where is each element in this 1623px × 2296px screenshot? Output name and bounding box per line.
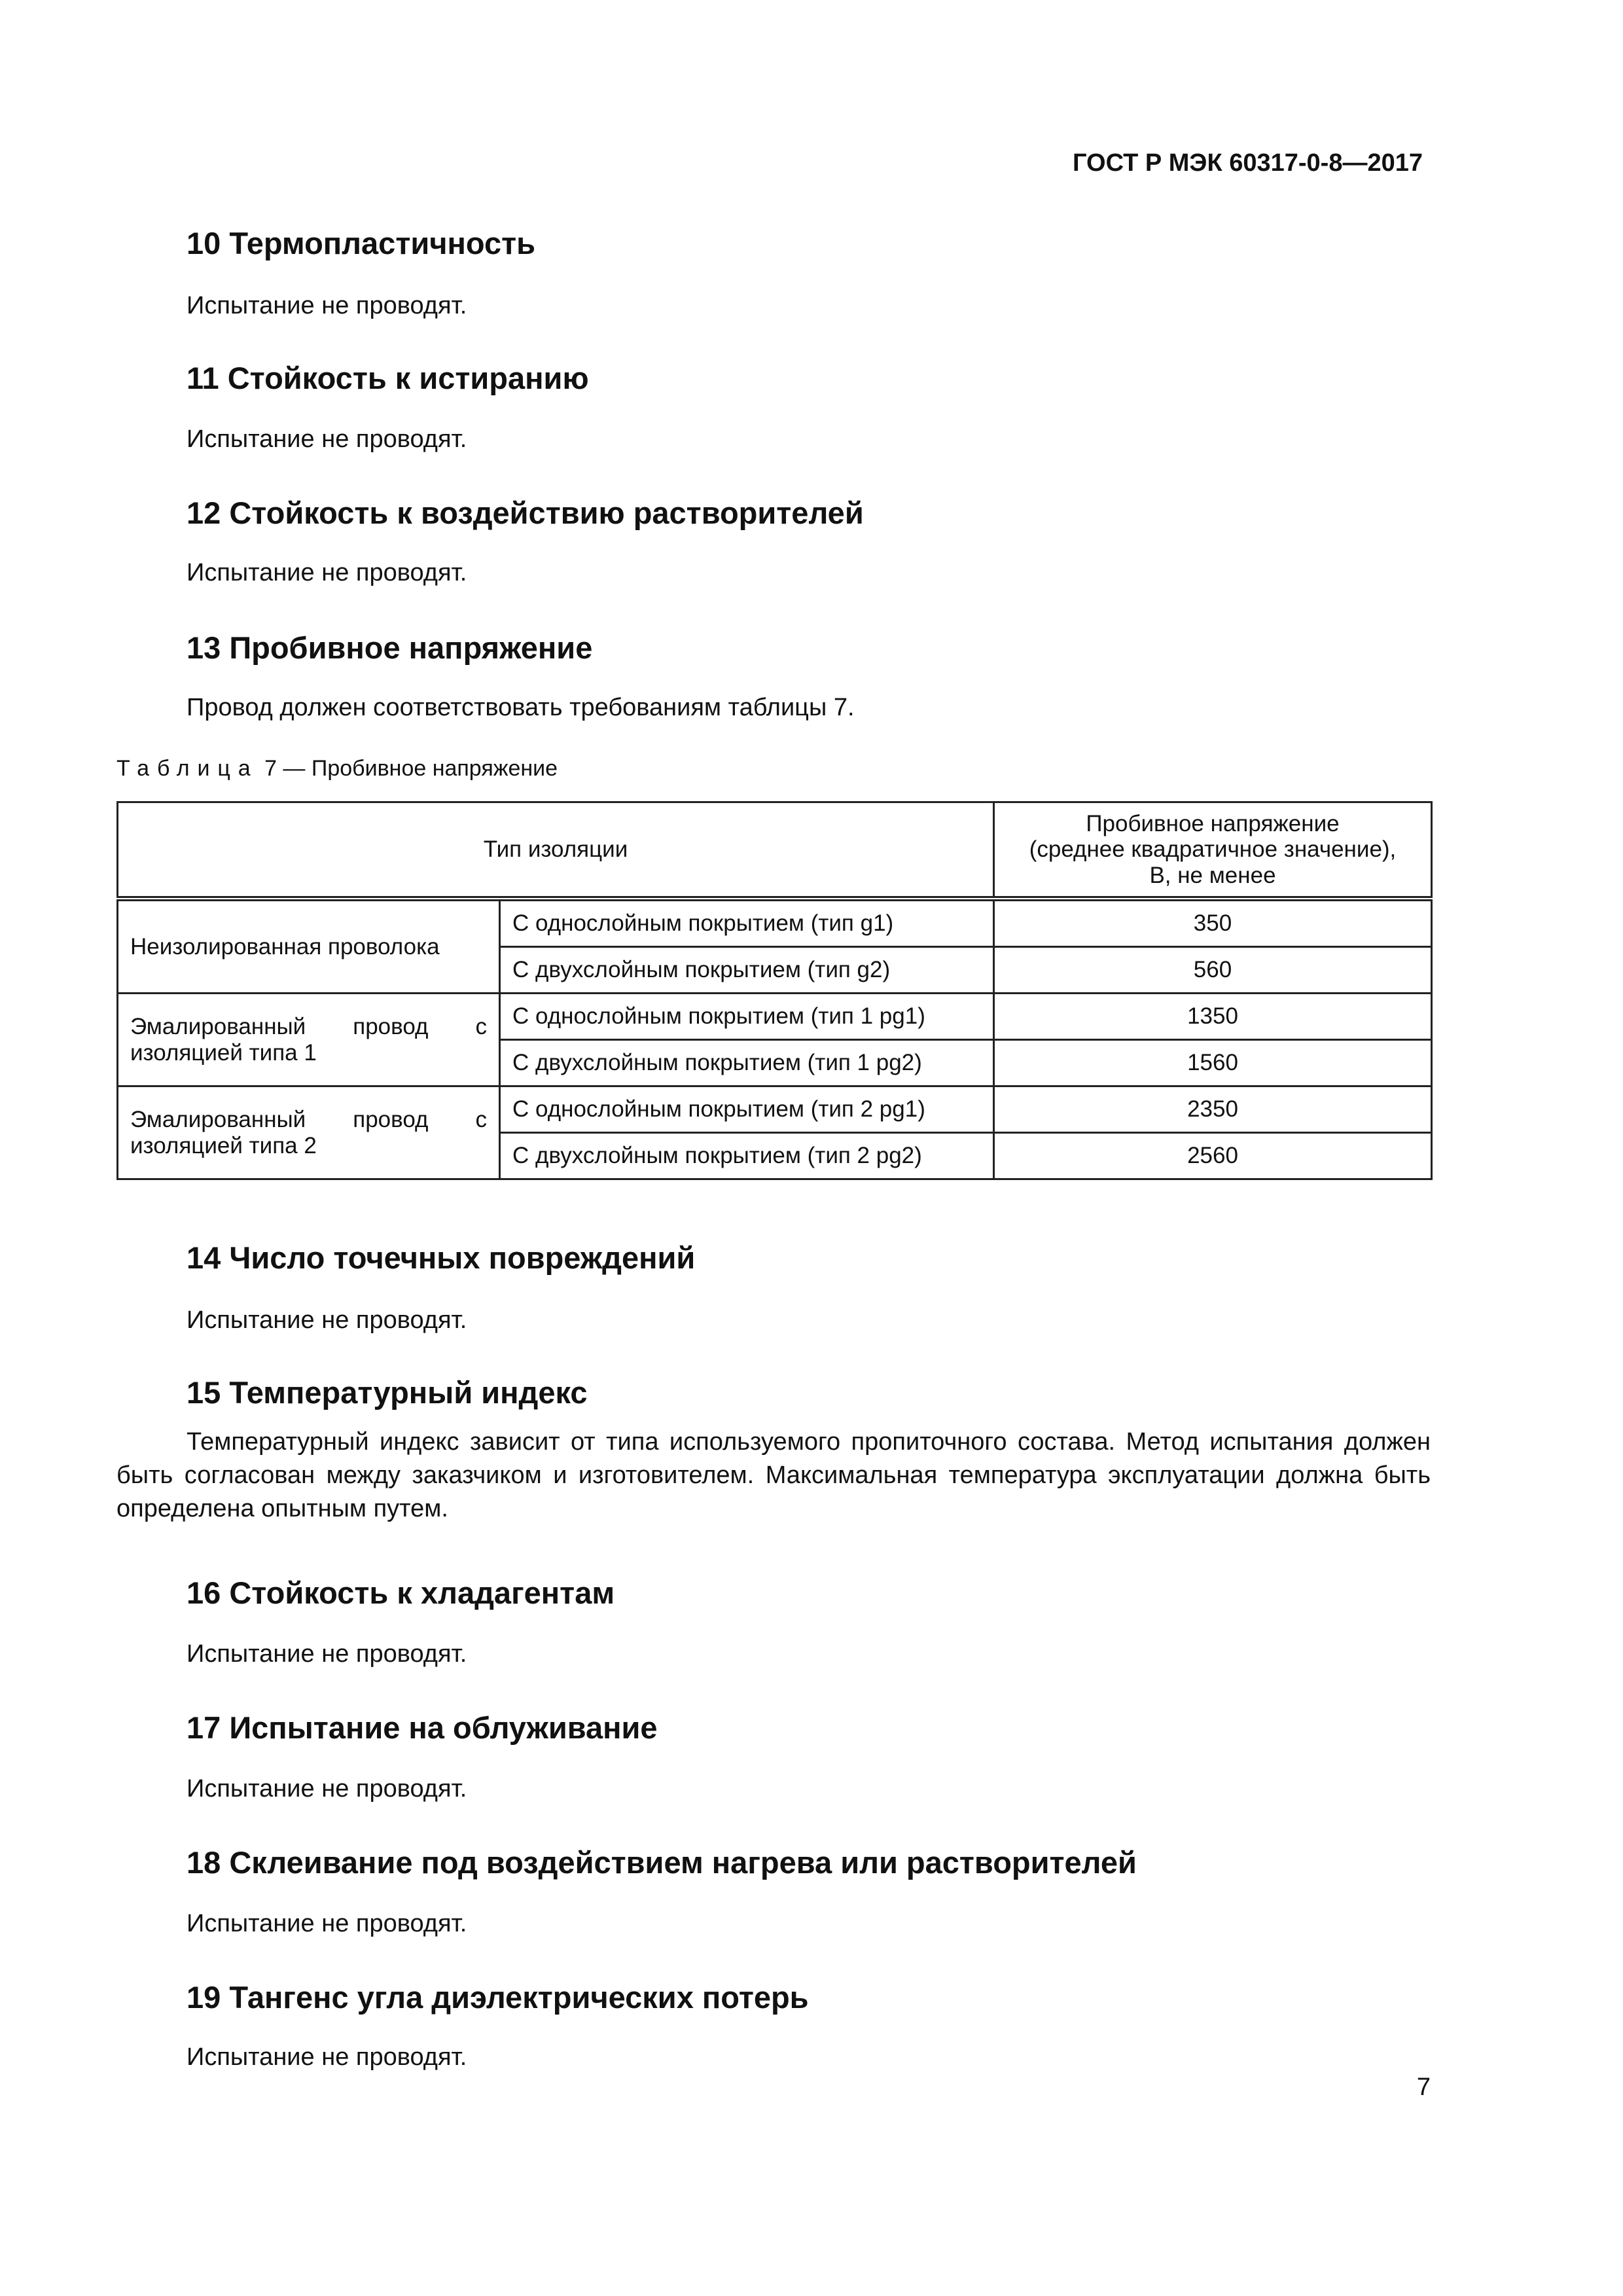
table-row — [118, 994, 1432, 1040]
table-caption-title: 7 — Пробивное напряжение — [264, 756, 558, 781]
group-name-cell: Неизолированная проволока — [118, 899, 500, 994]
voltage-cell: 1350 — [994, 994, 1432, 1040]
section-heading-10: 10 Термопластичность — [187, 226, 536, 260]
coating-cell: С двухслойным покрытием (тип 1 pg2) — [500, 1040, 994, 1086]
coating-cell: С однослойным покрытием (тип 2 pg1) — [500, 1086, 994, 1133]
table-caption-word: Таблица — [116, 756, 259, 781]
group-name-cell: Эмалированный провод с изоляцией типа 2 — [118, 1086, 500, 1179]
header-voltage-line-1: Пробивное напряжение — [1086, 811, 1340, 837]
table-caption — [116, 756, 558, 781]
section-heading-18: 18 Склеивание под воздействием нагрева или растворителей — [187, 1845, 1137, 1880]
section-heading-11: 11 Стойкость к истиранию — [187, 361, 589, 395]
section-text-18: Испытание не проводят. — [187, 1910, 467, 1937]
voltage-cell: 350 — [994, 899, 1432, 947]
section-text-17: Испытание не проводят. — [187, 1775, 467, 1803]
section-text-13: Провод должен соответствовать требованиям таблицы 7. — [187, 694, 855, 721]
section-text-15 — [116, 1426, 1431, 1526]
table-header-row — [118, 802, 1432, 899]
section-heading-16: 16 Стойкость к хладагентам — [187, 1575, 615, 1610]
section-text-14: Испытание не проводят. — [187, 1306, 467, 1334]
standard-code: ГОСТ Р МЭК 60317-0-8—2017 — [1073, 149, 1423, 177]
table-row — [118, 1086, 1432, 1133]
section-text-12: Испытание не проводят. — [187, 559, 467, 586]
section-text-19: Испытание не проводят. — [187, 2043, 467, 2071]
section-text-11: Испытание не проводят. — [187, 425, 467, 453]
section-heading-17: 17 Испытание на облуживание — [187, 1710, 658, 1745]
coating-cell: С двухслойным покрытием (тип g2) — [500, 947, 994, 994]
voltage-cell: 2350 — [994, 1086, 1432, 1133]
section-text-16: Испытание не проводят. — [187, 1640, 467, 1668]
section-heading-15: 15 Температурный индекс — [187, 1375, 588, 1410]
group-name-cell: Эмалированный провод с изоляцией типа 1 — [118, 994, 500, 1086]
page-number: 7 — [1416, 2073, 1431, 2101]
voltage-cell: 1560 — [994, 1040, 1432, 1086]
section-heading-19: 19 Тангенс угла диэлектрических потерь — [187, 1980, 809, 2015]
voltage-cell: 560 — [994, 947, 1432, 994]
header-voltage-line-2: (среднее квадратичное значение), — [1029, 836, 1397, 863]
section-text-10: Испытание не проводят. — [187, 292, 467, 319]
breakdown-voltage-table — [116, 801, 1433, 1180]
header-voltage-line-3: В, не менее — [1149, 862, 1276, 888]
section-heading-14: 14 Число точечных повреждений — [187, 1240, 696, 1275]
header-insulation-type: Тип изоляции — [118, 802, 994, 899]
header-breakdown-voltage — [994, 802, 1432, 899]
section-heading-12: 12 Стойкость к воздействию растворителей — [187, 495, 864, 530]
voltage-cell: 2560 — [994, 1133, 1432, 1179]
section-heading-13: 13 Пробивное напряжение — [187, 630, 593, 665]
coating-cell: С двухслойным покрытием (тип 2 pg2) — [500, 1133, 994, 1179]
table-row — [118, 899, 1432, 947]
coating-cell: С однослойным покрытием (тип g1) — [500, 899, 994, 947]
coating-cell: С однослойным покрытием (тип 1 pg1) — [500, 994, 994, 1040]
section-text-15-body: Температурный индекс зависит от типа используемого пропиточного состава. Метод испытания должен быть согласован между заказчиком и изготовителем. Максимальная температура эксплуатации должна быть определена опытным путем. — [116, 1428, 1431, 1522]
